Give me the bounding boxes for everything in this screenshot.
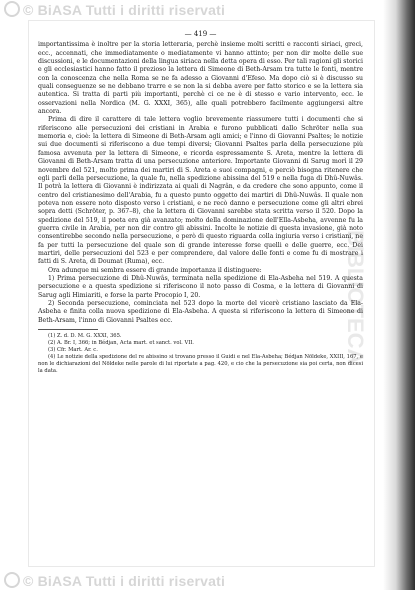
watermark-bottom [4,572,415,589]
footnote: (3) Cfr. Mart. Ar. c. [48,347,98,354]
footnote-divider [38,329,98,330]
document-body [38,30,363,375]
copyright-logo-icon [4,1,20,17]
scan-edge-shadow [383,0,415,590]
footnote: (2) A. Br. I, 366; in Bédjan, Acta mart. et sanct. vol. VII. [48,340,194,347]
footnote: (4) Le notizie della spedizione del re abissino si trovano presso il Guidi e nel Ela-Asbeha; Bédjan Nöldeke, XXIII, 167, e non le dichiarazioni del Nöldeke nelle parole di lui riportate a pag. 420, e cio che la persecuzione sia poi certa, non dicesi la data. [38,354,363,375]
footnote: (1) Z. d. D. M. G. XXXI, 365. [48,333,122,340]
list-item: 2) Seconda persecuzione, cominciata nel 523 dopo la morte del vicerè cristiano lasciato da Ela-Asbeha e finita colla nuova spedizione di Ela-Asbeha. A questa si riferiscono la lettera di Simeone di Beth-Arsam, l'inno di Giovanni Psaltes ecc. [38,300,363,324]
paragraph: Prima di dire il carattere di tale lettera voglio brevemente riassumere tutti i documenti che si riferiscono alle persecuzioni dei cristiani in Arabia e furono pubblicati dallo Schröter nella sua memoria e, cioè: la lettera di Simeone di Beth-Arsam agli amici; e l'inno di Giovanni Psaltes; le notizie sui due documenti si riferiscono a due tempi diversi; Giovanni Psaltes parla della persecuzione più famosa avvenuta per la lettera di Simeone, e ricorda espressamente S. Areta, mentre la lettera di Giovanni di Beth-Arsam tratta di una persecuzione anteriore. Importante Giovanni di Sarug morì il 29 novembre del 521, molto prima dei martiri di S. Areta e suoi compagni, e perciò bisogna ritenere che egli parli della persecuzione, la quale fu, nella spedizione abissina del 519 e nella fuga di Dhû-Nuwâs. Il potrà la lettera di Giovanni è indirizzata ai quali di Nagrân, e da credere che sono appunto, come il centro del cristianesimo dell'Arabia, fu a questo punto oggetto dei martiri di Dhû-Nuwâs. Il quale non poteva non essere noto disposto verso i cristiani, e ne recò danno e persecuzione come gli altri ebrei sopra detti (Schröter, p. 367–8), che la lettera di Giovanni sarebbe stata scritta verso il 520. Dopo la spedizione del 519, il poeta era già avanzato; molto della dominazione dell'Ella-Asbeha, avvenne fu la guerra civile in Arabia, per non dir contro gli abissini. Incolte le notizie di questa invasione, già noto consentirebbe secondo nella persecuzione, e però di questo riguarda colla ingiuria verso i cristiani, ne fa per tutti la persecuzione del quale son di grande interesse forse quelli e delle guerre, ecc. Dei martiri, delle persecuzioni del 523 e per comprendere, dal valore delle fonti e come fu di mostrare i fatti di S. Areta, di Doumat (Ruma), ecc. [38,116,363,266]
paragraph: Ora adunque mi sembra essere di grande importanza il distinguere: [48,266,262,274]
watermark-bottom-text: © BiASA Tutti i diritti riservati [23,573,226,589]
copyright-logo-icon [4,572,20,588]
watermark-top [4,1,415,18]
watermark-top-text: © BiASA Tutti i diritti riservati [23,2,226,18]
library-seal-text: BIBLIOTECA [343,230,368,365]
list-item: 1) Prima persecuzione di Dhû-Nuwâs, terminata nella spedizione di Ela-Asbeha nel 519. A questa persecuzione e a questa spedizione si riferiscono il noto passo di Cosma, e la lettera di Giovanni di Sarug agli Himiariti, e forse la parte Procopio I, 20. [38,274,363,299]
numbered-list [38,275,363,325]
paragraph: importantissima è inoltre per la storia letteraria, perchè insieme molti scritti e racconti siriaci, greci, ecc., accennati, che immediatamente o mediatamente vi hanno attinto; per non dir molte delle sue discussioni, e le documentazioni della lingua siriaca nella detta opera di esso. Per tali ragioni gli storici e gli ecclesiastici hanno fatto il prezioso la lettera di Simeone di Beth-Arsam tra tutte le fonti, mentre con la conoscenza che nella Roma se ne fa adesso a Giovanni d'Efeso. Ma dopo ciò si è discusso su quali conseguenze se ne debbano trarre e se non la si debba avere per fatto storico e se la lettera sia autentica. Si tratta di parti più importanti, perchè ci ce ne è di stesso e vario intervento, ecc. le osservazioni nella Nordica (M. G. XXXI, 365), alle quali potrebbero facilmente aggiungersi altre ancora. [38,41,363,116]
page-number: — 419 — [184,30,217,38]
